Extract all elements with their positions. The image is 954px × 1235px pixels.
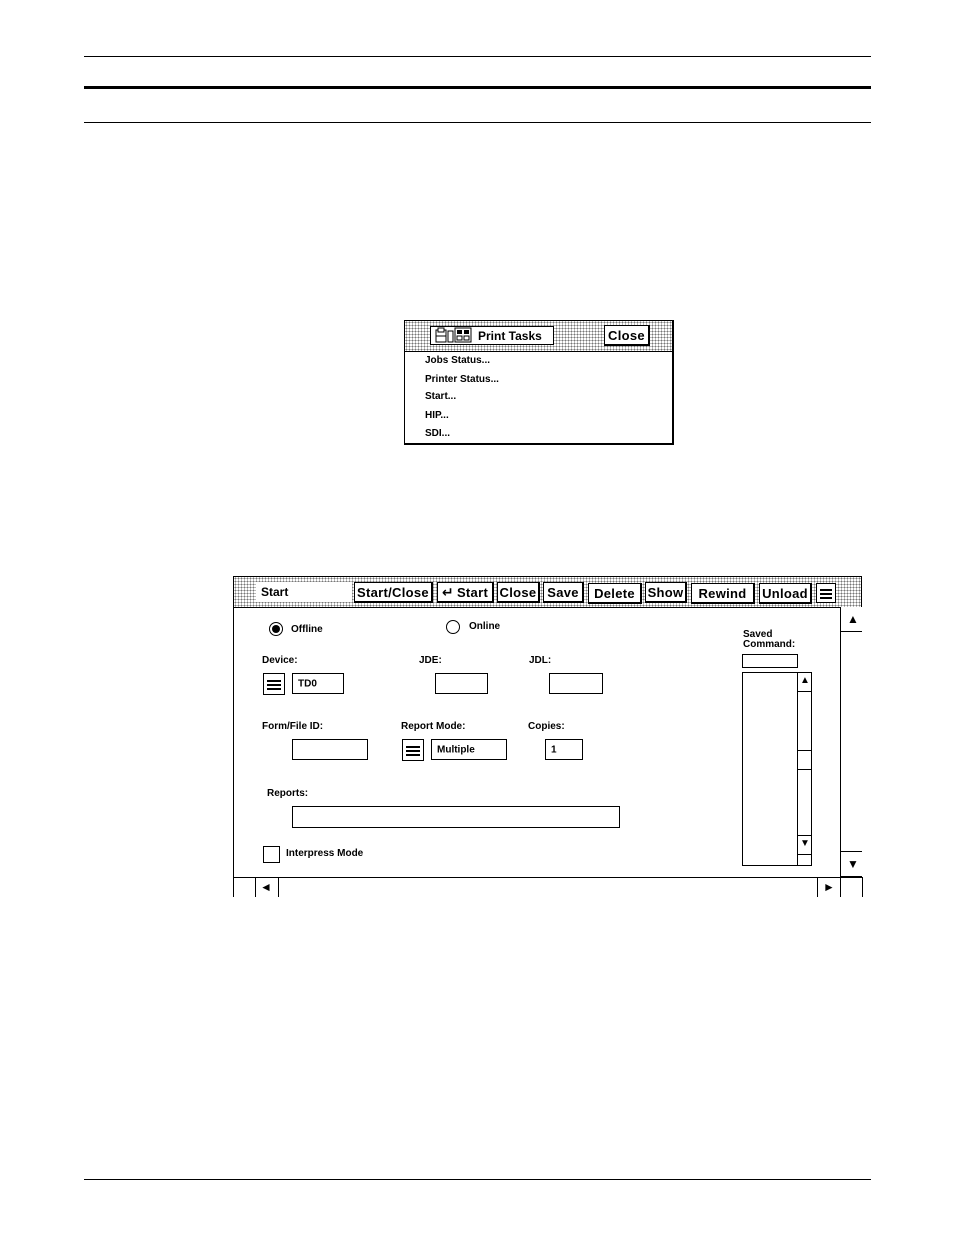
reports-label: Reports: (267, 788, 309, 799)
device-value: TD0 (298, 678, 317, 689)
horizontal-scrollbar[interactable] (234, 877, 863, 897)
form-file-id-field[interactable] (292, 739, 368, 760)
list-arrow-down-icon: ▼ (800, 838, 810, 849)
print-tasks-app-icon (435, 327, 473, 344)
print-tasks-close-button[interactable]: Close (604, 325, 650, 346)
report-mode-value: Multiple (437, 744, 475, 755)
saved-command-label-line1: Saved (743, 629, 773, 640)
top-rule-under (84, 122, 871, 123)
arrow-up-icon: ▲ (847, 612, 859, 626)
close-button[interactable]: Close (497, 582, 540, 603)
jde-label: JDE: (419, 655, 442, 666)
start-button[interactable] (437, 582, 494, 603)
list-scroll-down-button[interactable] (798, 835, 811, 855)
window-menu-icon[interactable] (816, 583, 836, 603)
top-rule-thick (84, 86, 871, 89)
print-tasks-title-plate (430, 326, 554, 345)
start-window-title-plate (256, 582, 352, 602)
online-radio[interactable] (446, 620, 460, 634)
device-field[interactable] (292, 673, 344, 694)
start-window (233, 576, 862, 897)
top-rule-thin (84, 56, 871, 57)
saved-command-label-line2: Command: (743, 639, 796, 650)
scroll-left-button[interactable] (255, 878, 279, 897)
device-label: Device: (262, 655, 298, 666)
interpress-mode-checkbox[interactable] (263, 846, 280, 863)
scroll-right-button[interactable] (817, 878, 841, 897)
start-button-label: Start (456, 584, 489, 600)
saved-command-field[interactable] (742, 654, 798, 668)
scroll-down-button[interactable] (841, 851, 862, 876)
arrow-right-icon: ► (823, 880, 835, 894)
menu-item-jobs-status[interactable]: Jobs Status... (425, 355, 491, 366)
save-button[interactable]: Save (543, 582, 584, 603)
reports-field[interactable] (292, 806, 620, 828)
show-button[interactable]: Show (645, 582, 687, 603)
menu-item-start[interactable]: Start... (425, 391, 457, 402)
delete-button[interactable]: Delete (588, 583, 642, 604)
saved-command-list[interactable] (742, 672, 812, 866)
copies-label: Copies: (528, 721, 565, 732)
menu-item-printer-status[interactable]: Printer Status... (425, 374, 499, 385)
start-window-title: Start (261, 585, 289, 599)
menu-item-hip[interactable]: HIP... (425, 410, 449, 421)
scroll-up-button[interactable] (841, 607, 862, 632)
start-window-titlebar (234, 577, 861, 608)
report-mode-field[interactable] (431, 739, 507, 760)
interpress-mode-label: Interpress Mode (286, 848, 364, 859)
saved-command-list-scrollbar[interactable] (797, 673, 811, 865)
form-file-id-label: Form/File ID: (262, 721, 324, 732)
jdl-label: JDL: (529, 655, 552, 666)
arrow-down-icon: ▼ (847, 857, 859, 871)
unload-button[interactable]: Unload (759, 583, 812, 604)
report-mode-menu-icon[interactable] (402, 739, 424, 761)
bottom-rule (84, 1179, 871, 1180)
list-scroll-thumb[interactable] (798, 750, 811, 770)
print-tasks-title: Print Tasks (478, 329, 542, 343)
arrow-left-icon: ◄ (260, 880, 272, 894)
start-close-button[interactable]: Start/Close (354, 582, 433, 603)
offline-label: Offline (291, 624, 323, 635)
copies-value: 1 (551, 744, 557, 755)
return-icon: ↵ (441, 583, 454, 600)
vertical-scrollbar[interactable] (840, 607, 862, 877)
rewind-button[interactable]: Rewind (691, 583, 755, 604)
device-menu-icon[interactable] (263, 673, 285, 695)
menu-item-sdi[interactable]: SDI... (425, 428, 451, 439)
online-label: Online (469, 621, 501, 632)
report-mode-label: Report Mode: (401, 721, 466, 732)
jde-field[interactable] (435, 673, 488, 694)
print-tasks-titlebar (405, 321, 672, 352)
copies-field[interactable] (545, 739, 583, 760)
jdl-field[interactable] (549, 673, 603, 694)
offline-radio[interactable] (269, 622, 283, 636)
print-tasks-menu (404, 320, 674, 445)
list-scroll-up-button[interactable] (798, 673, 811, 692)
list-arrow-up-icon: ▲ (800, 675, 810, 686)
